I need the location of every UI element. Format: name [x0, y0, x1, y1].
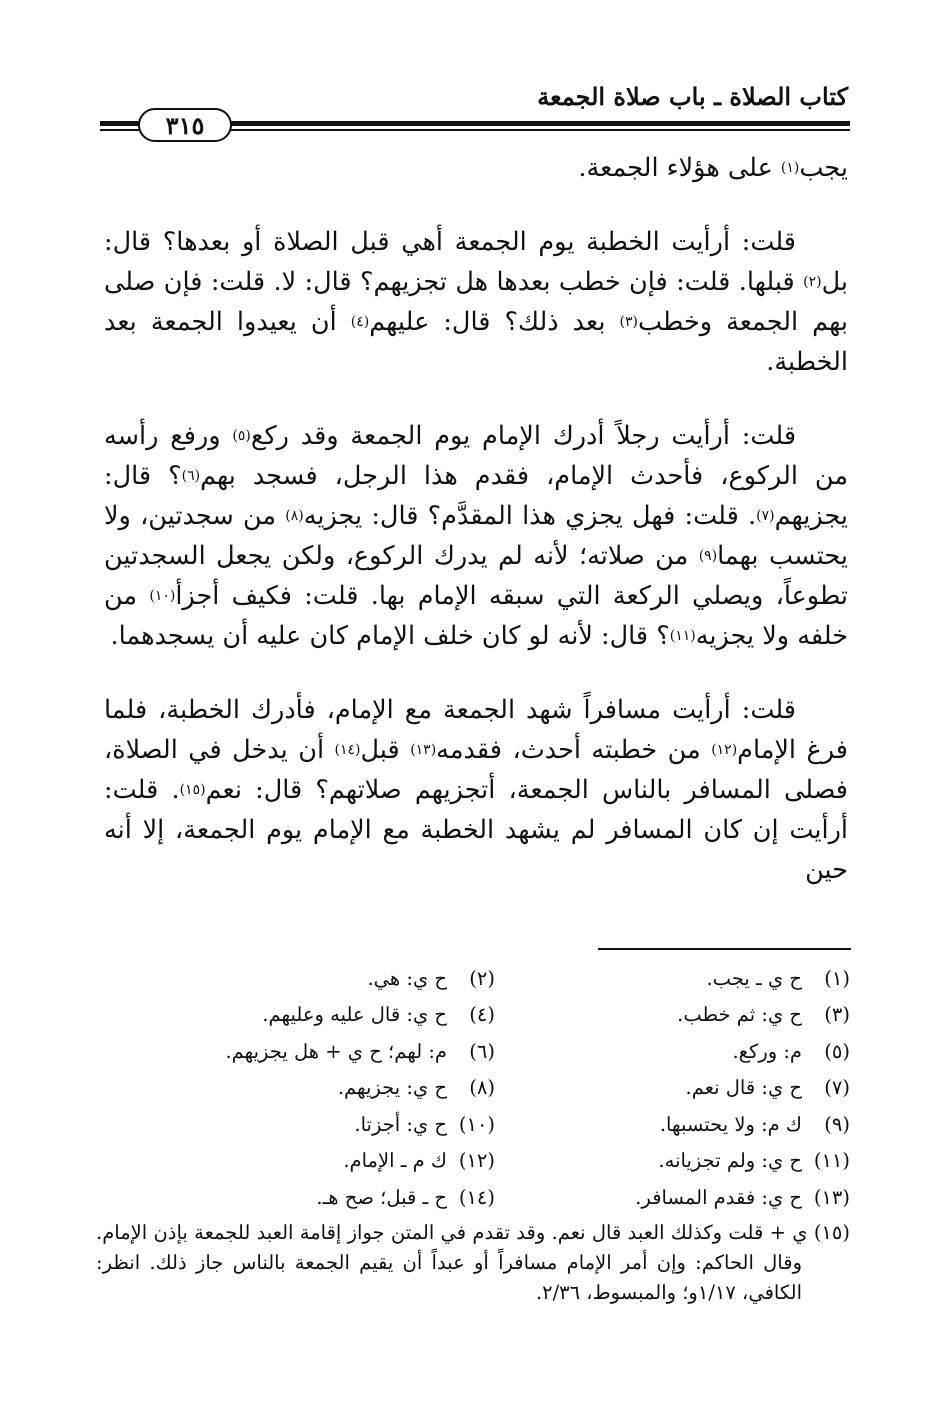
footnote-number: (١٢)	[458, 1149, 495, 1173]
page-number	[138, 108, 232, 142]
text-run: ؟ قال: يجزيهم	[104, 461, 849, 531]
footnote-text: ك م ـ الإمام.	[343, 1149, 447, 1173]
text-run: من سجدتين، ولا يحتسب بهما	[104, 501, 848, 571]
text-run: قلت: أرأيت الخطبة يوم الجمعة أهي قبل الصلاة أو بعدها؟ قال: بل	[104, 227, 848, 297]
footnote-separator	[598, 948, 851, 950]
footnote-4	[150, 997, 495, 1034]
paragraph-3	[104, 690, 848, 890]
footnote-ref: (٦)	[181, 468, 201, 484]
footnote-ref: (٤)	[350, 314, 370, 330]
text-run: ورفع رأسه من الركوع، فأحدث الإمام، فقدم هذا الرجل، فسجد بهم	[104, 421, 848, 491]
footnote-text: م: وركع.	[732, 1039, 802, 1063]
footnote-11	[505, 1143, 850, 1180]
footnote-ref: (١١)	[669, 628, 696, 644]
text-run: أن يدخل في الصلاة، فصلى المسافر بالناس الجمعة، أتجزيهم صلاتهم؟ قال: نعم	[104, 735, 848, 805]
footnote-text: ح ـ قبل؛ صح هـ.	[316, 1185, 447, 1209]
footnote-number: (٨)	[469, 1076, 495, 1100]
footnote-number: (١٥)	[813, 1221, 850, 1244]
footnote-text: ح ي ـ يجب.	[706, 966, 802, 990]
text-run: أن يعيدوا الجمعة بعد الخطبة.	[104, 307, 848, 377]
text-run: قبل	[360, 735, 411, 765]
text-run: قلت: أرأيت رجلاً أدرك الإمام يوم الجمعة وقد ركع	[250, 421, 797, 451]
footnote-ref: (٨)	[285, 508, 304, 524]
text-run: يجب	[799, 153, 848, 183]
paragraph-0	[104, 148, 848, 188]
footnote-text: ي + قلت وكذلك العبد قال نعم. وقد تقدم في المتن جواز إقامة العبد للجمعة بإذن الإمام. وقال الحاكم: وإن أمر الإمام مسافراً أو عبداً أن يقيم الجمعة بالناس جاز ذلك. انظر: الكافي، ١/١٧و؛ والمبسوط، ٢/٣٦.	[96, 1221, 808, 1304]
text-run: على هؤلاء الجمعة.	[578, 153, 781, 183]
text-run: قبلها. قلت: فإن خطب بعدها هل تجزيهم؟ قال: لا. قلت: فإن صلى بهم الجمعة وخطب	[104, 267, 848, 337]
running-title: كتاب الصلاة ـ باب صلاة الجمعة	[537, 82, 848, 111]
text-run: بعد ذلك؟ قال: عليهم	[369, 307, 620, 337]
footnote-number: (٢)	[469, 966, 495, 990]
footnote-ref: (١٠)	[149, 588, 176, 604]
footnote-number: (١٠)	[458, 1112, 495, 1136]
footnote-text: ح ي: أجزتا.	[354, 1112, 447, 1136]
footnote-12	[150, 1143, 495, 1180]
footnote-number: (١١)	[813, 1149, 850, 1173]
paragraph-gap	[104, 656, 848, 690]
footnote-5	[505, 1033, 850, 1070]
footnote-ref: (٧)	[756, 508, 775, 524]
footnote-text: ح ي: يجزيهم.	[337, 1076, 447, 1100]
text-run: من خطبته أحدث، فقدمه	[436, 735, 712, 765]
footnote-ref: (١٤)	[334, 742, 361, 758]
text-run: من صلاته؛ لأنه لم يدرك الركوع، ولكن يجعل السجدتين تطوعاً، ويصلي الركعة التي سبقه الإمام بها. قلت: فكيف أجزأ	[104, 541, 848, 611]
footnote-ref: (٩)	[698, 548, 718, 564]
footnote-8	[150, 1070, 495, 1107]
text-run: قلت: أرأيت مسافراً شهد الجمعة مع الإمام، فأدرك الخطبة، فلما فرغ الإمام	[104, 695, 848, 765]
paragraph-1	[104, 222, 848, 382]
footnote-text: ح ي: ولم تجزيانه.	[658, 1149, 802, 1173]
footnote-ref: (١٣)	[410, 742, 437, 758]
footnote-text: ك م: ولا يحتسبها.	[659, 1112, 802, 1136]
footnote-number: (١)	[824, 966, 850, 990]
footnote-grid	[150, 960, 850, 1216]
footnote-1	[505, 960, 850, 997]
text-run: من خلفه ولا يجزيه	[104, 581, 848, 651]
footnote-ref: (٥)	[232, 428, 251, 444]
text-run: . قلت: أرأيت إن كان المسافر لم يشهد الخطبة مع الإمام يوم الجمعة، إلا أنه حين	[104, 775, 848, 885]
footnote-10	[150, 1106, 495, 1143]
footnote-number: (٤)	[469, 1003, 495, 1027]
footnote-number: (٧)	[824, 1076, 850, 1100]
footnote-3	[505, 997, 850, 1034]
paragraph-2	[104, 416, 848, 656]
main-text	[104, 148, 848, 890]
footnote-7	[505, 1070, 850, 1107]
paragraph-gap	[104, 382, 848, 416]
footnote-text: م: لهم؛ ح ي + هل يجزيهم.	[225, 1039, 447, 1063]
paragraph-gap	[104, 188, 848, 222]
footnote-number: (٦)	[469, 1039, 495, 1063]
footnote-ref: (١٢)	[711, 742, 738, 758]
footnote-text: ح ي: ثم خطب.	[677, 1003, 802, 1027]
text-run: . قلت: فهل يجزي هذا المقدَّم؟ قال: يجزيه	[303, 501, 757, 531]
footnote-text: ح ي: هي.	[367, 966, 447, 990]
footnote-13	[505, 1179, 850, 1216]
footnote-ref: (٣)	[619, 314, 638, 330]
footnote-number: (١٤)	[458, 1185, 495, 1209]
footnote-ref: (٢)	[803, 274, 822, 290]
footnote-2	[150, 960, 495, 997]
footnote-number: (١٣)	[813, 1185, 850, 1209]
footnote-number: (٥)	[824, 1039, 850, 1063]
footnote-text: ح ي: قال عليه وعليهم.	[262, 1003, 447, 1027]
footnote-6	[150, 1033, 495, 1070]
footnote-9	[505, 1106, 850, 1143]
footnote-14	[150, 1179, 495, 1216]
footnote-ref: (١٥)	[179, 782, 206, 798]
footnote-number: (٣)	[824, 1003, 850, 1027]
footnote-text: ح ي: فقدم المسافر.	[635, 1185, 802, 1209]
text-run: ؟ قال: لأنه لو كان خلف الإمام كان عليه أن يسجدهما.	[110, 621, 670, 651]
footnote-ref: (١)	[780, 160, 800, 176]
footnote-text: ح ي: قال نعم.	[685, 1076, 802, 1100]
footnote-15	[96, 1218, 850, 1308]
footnote-number: (٩)	[824, 1112, 850, 1136]
page-number-text: ٣١٥	[165, 110, 205, 140]
